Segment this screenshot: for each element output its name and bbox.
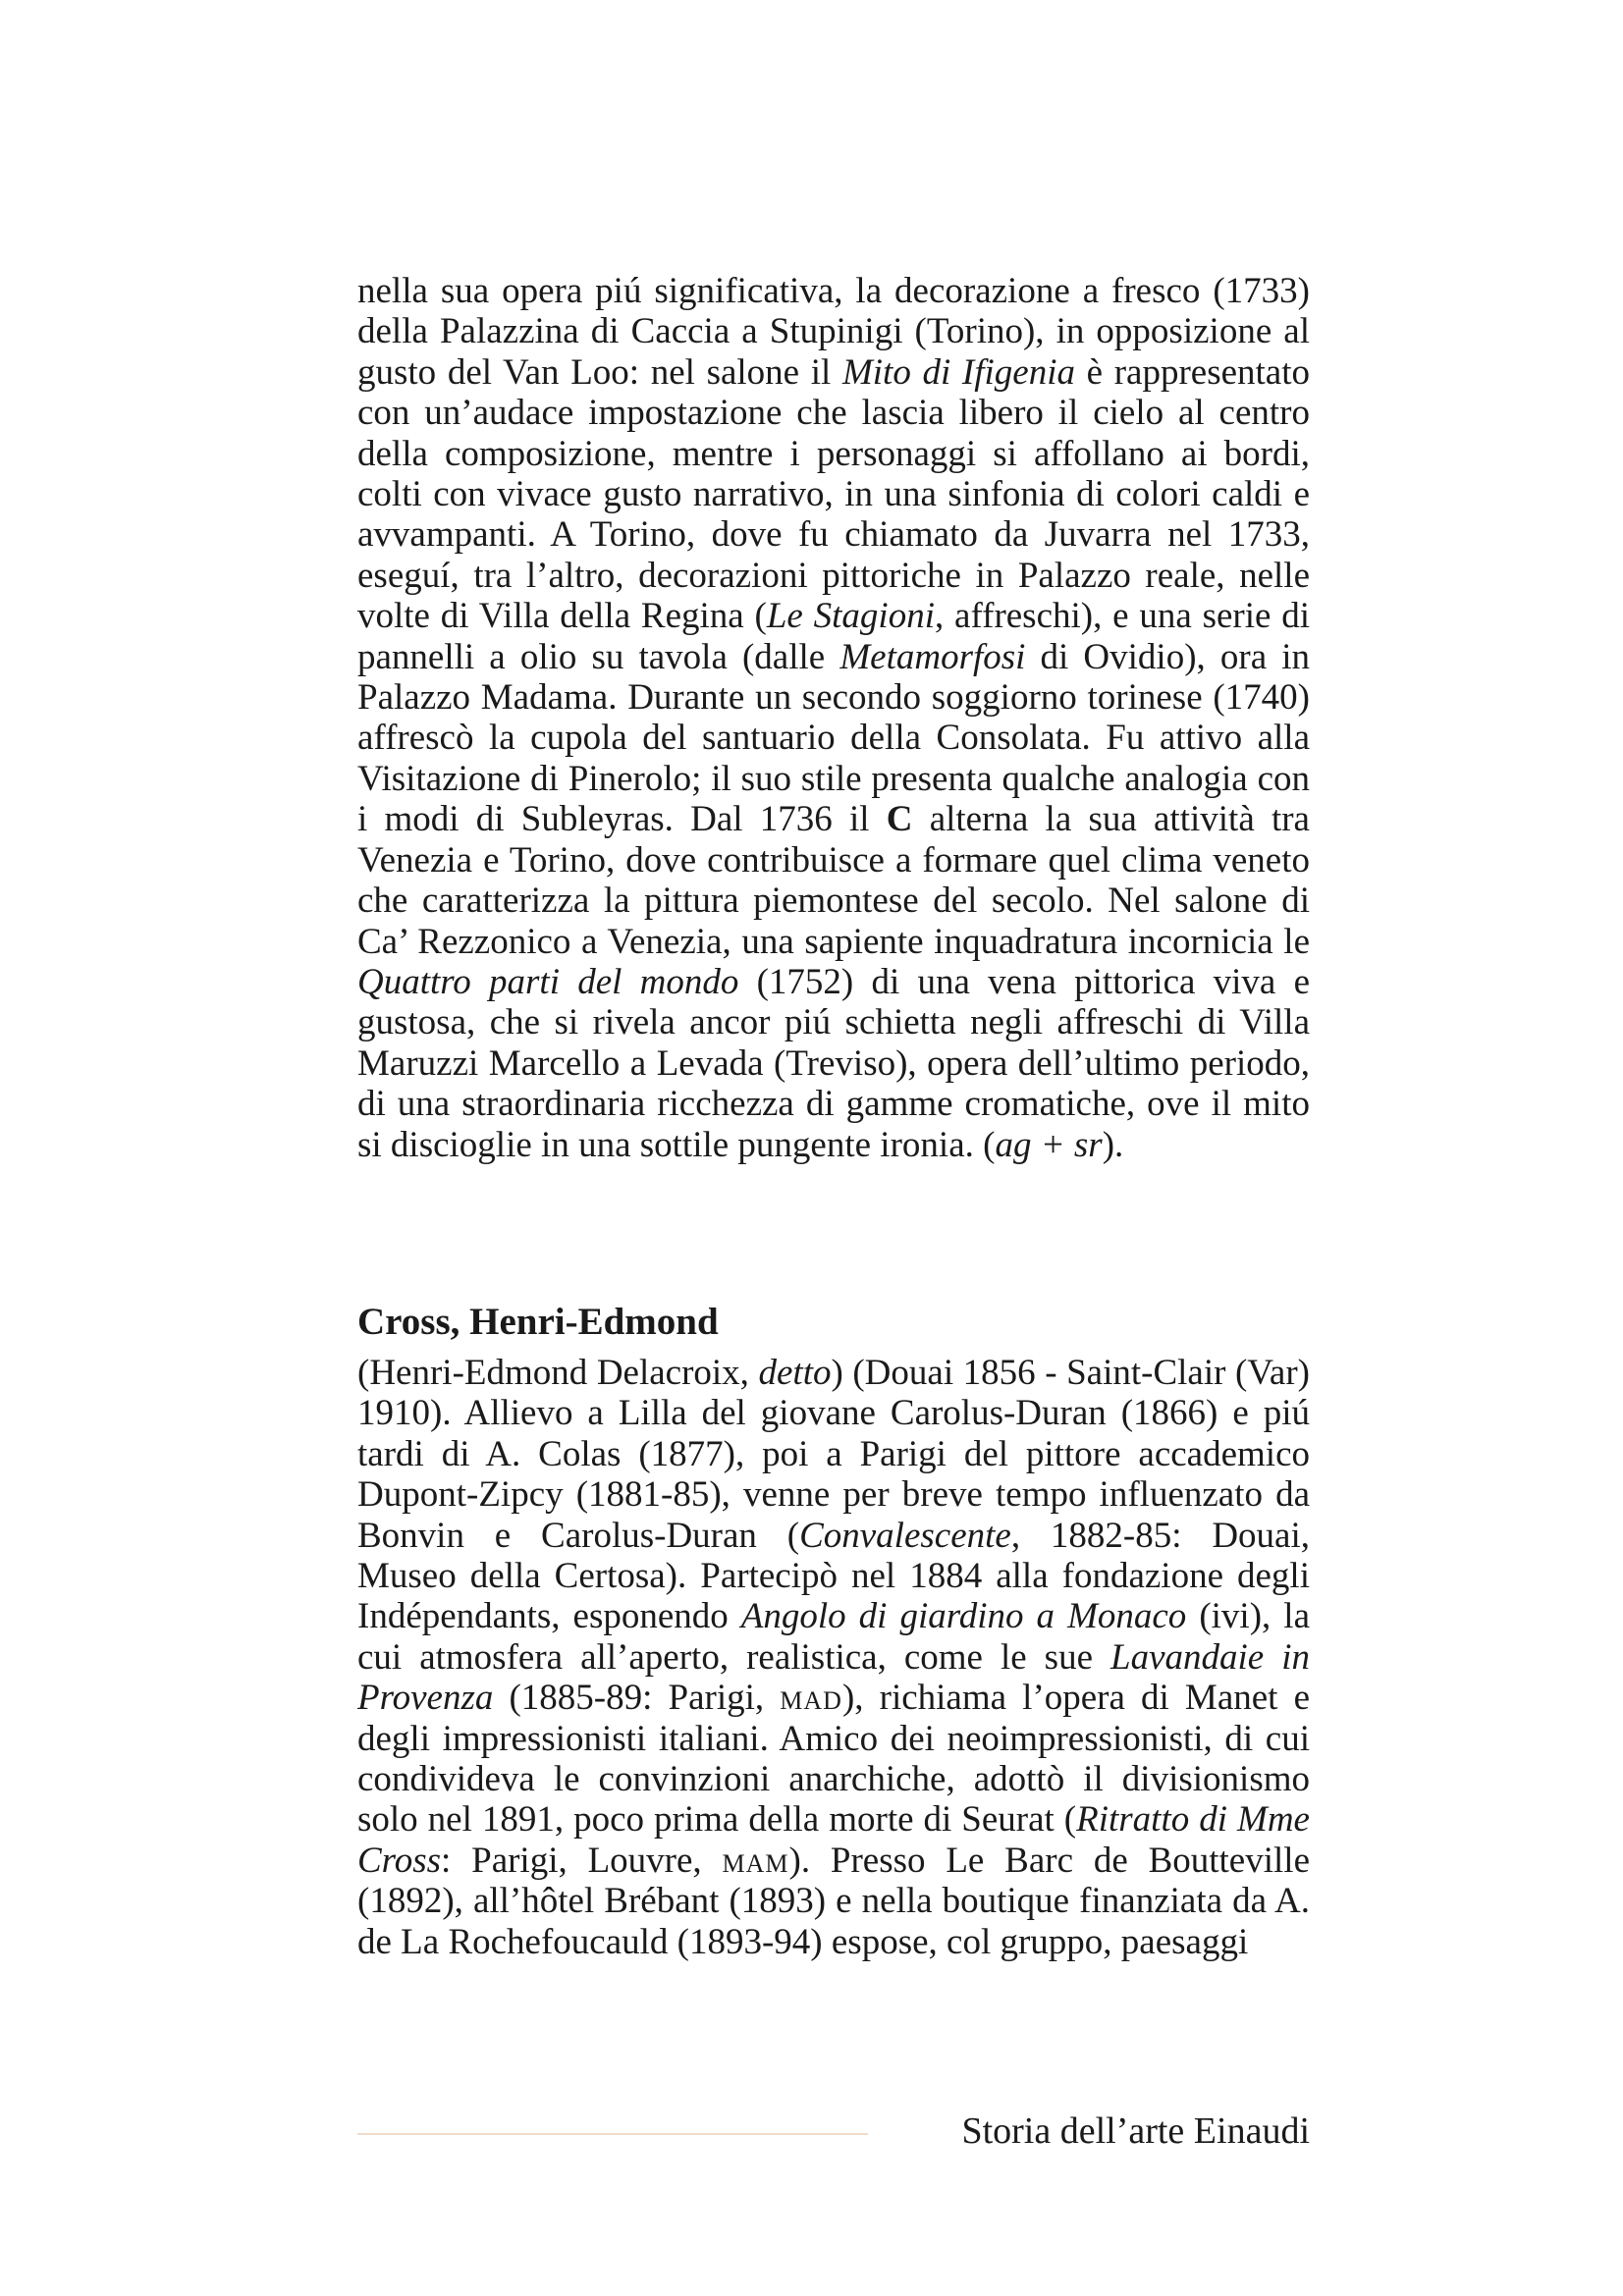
body-paragraph-1: [357, 271, 1310, 1165]
author-initials: ag + sr: [995, 1124, 1103, 1165]
artwork-title: Convalescente: [799, 1515, 1011, 1556]
artwork-title: Quattro parti del mondo: [357, 961, 739, 1002]
text-run: (Henri-Edmond Delacroix,: [357, 1353, 759, 1393]
footer-divider: [357, 2133, 868, 2135]
text-run: , 1882-85: Douai, Museo della Certosa). Partecipò nel 1884 alla fondazione degli Indépendants, esponendo: [357, 1515, 1311, 1637]
text-run: (1752) di una vena pittorica viva e gustosa, che si rivela ancor piú schietta negli affreschi di Villa Maruzzi Marcello a Levada (Treviso), opera dell’ultimo periodo, di una straordinaria ricchezza di gamme cromatiche, ove il mito si discioglie in una sottile pungente ironia. (: [357, 961, 1311, 1165]
paragraph-text: [357, 1353, 1310, 1962]
entry-heading: Cross, Henri-Edmond: [357, 1301, 719, 1343]
museum-abbreviation: mad: [780, 1678, 842, 1719]
text-run: (ivi), la cui atmosfera all’aperto, realistica, come le sue: [357, 1596, 1310, 1678]
artwork-title: Lavandaie in Provenza: [357, 1636, 1310, 1719]
artwork-title: Le Stagioni: [766, 596, 935, 637]
text-run: di Ovidio), ora in Palazzo Madama. Durante un secondo soggiorno torinese (1740) affrescò la cupola del santuario della Consolata. Fu attivo alla Visitazione di Pinerolo; il suo stile presenta qualche analogia con i modi di Subleyras. Dal 1736 il: [357, 636, 1311, 840]
italic-term: detto: [758, 1353, 832, 1393]
text-run: è rappresentato con un’audace impostazione che lascia libero il cielo al centro della composizione, mentre i personaggi si affollano ai bordi, colti con vivace gusto narrativo, in una sinfonia di colori caldi e avvampanti. A Torino, dove fu chiamato da Juvarra nel 1733, eseguí, tra l’altro, decorazioni pittoriche in Palazzo reale, nelle volte di Villa della Regina (: [357, 351, 1311, 637]
body-paragraph-2: [357, 1353, 1310, 1962]
text-run: alterna la sua attività tra Venezia e Torino, dove contribuisce a formare quel clima veneto che caratterizza la pittura piemontese del secolo. Nel salone di Ca’ Rezzonico a Venezia, una sapiente inquadratura incornicia le: [357, 799, 1310, 962]
text-run: ). Presso Le Barc de Boutteville (1892), all’hôtel Brébant (1893) e nella boutique finanziata da A. de La Rochefoucauld (1893-94) espose, col gruppo, paesaggi: [357, 1840, 1310, 1962]
artwork-title: Ritratto di Mme Cross: [357, 1799, 1310, 1881]
footer-publication-title: Storia dell’arte Einaudi: [961, 2110, 1310, 2152]
text-run: ), richiama l’opera di Manet e degli impressionisti italiani. Amico dei neoimpressionisti, di cui condivideva le convinzioni anarchiche, adottò il divisionismo solo nel 1891, poco prima della morte di Seurat (: [357, 1678, 1310, 1841]
text-run: nella sua opera piú significativa, la decorazione a fresco (1733) della Palazzina di Caccia a Stupinigi (Torino), in opposizione al gusto del Van Loo: nel salone il: [357, 271, 1310, 393]
text-run: (1885-89: Parigi,: [493, 1678, 781, 1719]
artwork-title: Metamorfosi: [839, 636, 1026, 677]
bold-abbreviation: C: [886, 799, 913, 840]
text-run: ) (Douai 1856 - Saint-Clair (Var) 1910). Allievo a Lilla del giovane Carolus-Duran (1866) e piú tardi di A. Colas (1877), poi a Parigi del pittore accademico Dupont-Zipcy (1881-85), venne per breve tempo influenzato da Bonvin e Carolus-Duran (: [357, 1353, 1310, 1556]
text-run: : Parigi, Louvre,: [441, 1840, 723, 1881]
text-run: , affreschi), e una serie di pannelli a olio su tavola (dalle: [357, 596, 1310, 677]
paragraph-text: [357, 271, 1310, 1165]
text-run: ).: [1102, 1124, 1124, 1165]
artwork-title: Mito di Ifigenia: [841, 351, 1075, 393]
museum-abbreviation: mam: [722, 1840, 789, 1881]
artwork-title: Angolo di giardino a Monaco: [740, 1596, 1187, 1637]
